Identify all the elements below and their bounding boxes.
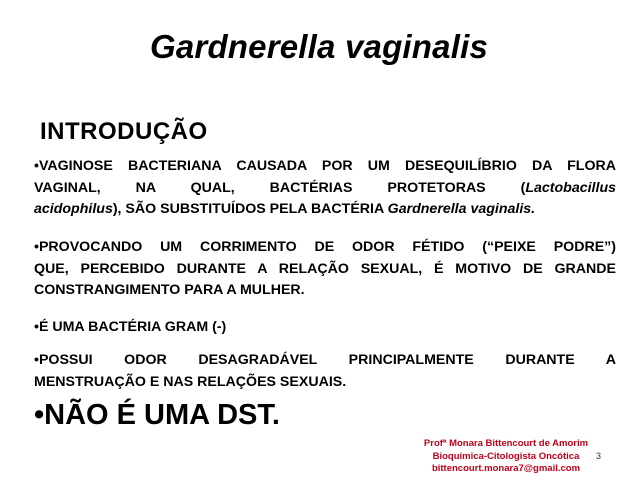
species-name: Gardnerella vaginalis.	[387, 201, 536, 217]
bullet-line	[34, 178, 616, 200]
section-heading: INTRODUÇÃO	[40, 118, 208, 145]
bullet-line	[34, 199, 616, 221]
bullet-line: MENSTRUAÇÃO E NAS RELAÇÕES SEXUAIS.	[34, 373, 347, 390]
bullet-line: •POSSUI ODOR DESAGRADÁVEL PRINCIPALMENTE DURANTE A	[34, 352, 616, 368]
bullet-text: ), SÃO SUBSTITUÍDOS PELA BACTÉRIA	[112, 201, 388, 217]
bullet-line: •PROVOCANDO UM CORRIMENTO DE ODOR FÉTIDO (“PEIXE PODRE”)	[34, 239, 616, 255]
bullet-line: •É UMA BACTÉRIA GRAM (-)	[34, 319, 227, 335]
slide-number: 3	[596, 451, 602, 461]
author-email: bittencourt.monara7@gmail.com	[431, 463, 581, 474]
bullet-gram	[34, 317, 616, 339]
bullet-line: QUE, PERCEBIDO DURANTE A RELAÇÃO SEXUAL, É MOTIVO DE GRANDE	[34, 260, 616, 277]
bullet-corrimento	[34, 237, 616, 302]
author-credits	[386, 438, 626, 476]
bullet-line: CONSTRANGIMENTO PARA A MULHER.	[34, 282, 305, 298]
bullet-line: •VAGINOSE BACTERIANA CAUSADA POR UM DESEQUILÍBRIO DA FLORA	[34, 158, 616, 174]
author-name: Profª Monara Bittencourt de Amorim	[423, 438, 589, 449]
author-role: Bioquímica-Citologista Oncótica	[432, 450, 580, 462]
big-statement: •NÃO É UMA DST.	[34, 399, 280, 431]
slide-title: Gardnerella vaginalis	[149, 28, 489, 65]
species-name: Lactobacillus	[525, 179, 616, 196]
species-name: acidophilus	[34, 201, 113, 217]
bullet-odor	[34, 350, 616, 393]
bullet-vaginose	[34, 156, 616, 221]
bullet-text: VAGINAL, NA QUAL, BACTÉRIAS PROTETORAS (	[34, 179, 526, 196]
